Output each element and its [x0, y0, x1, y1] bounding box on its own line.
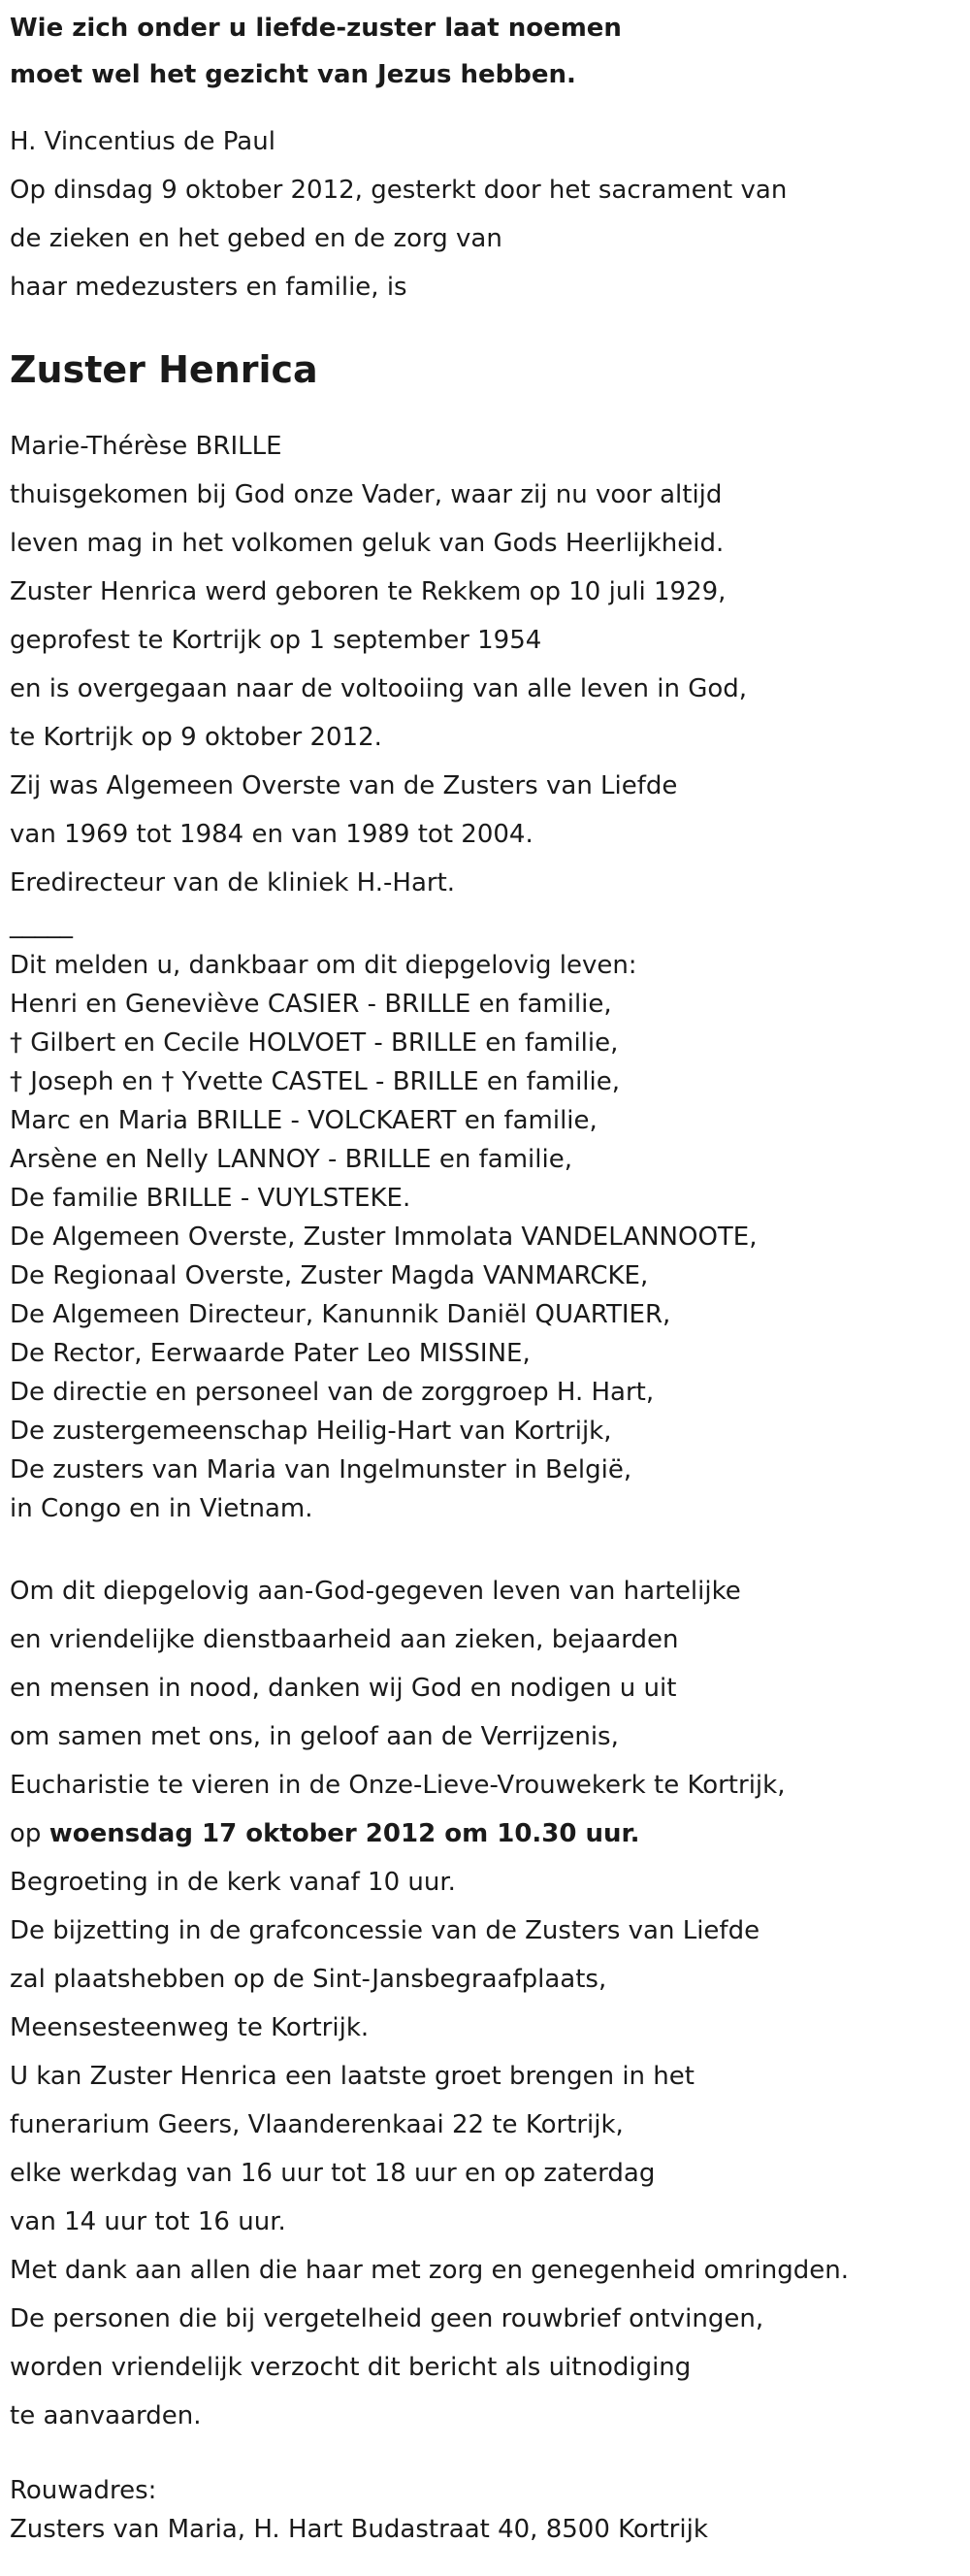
funeral-line: Met dank aan allen die haar met zorg en genegenheid omringden.: [10, 2256, 850, 2285]
family-line: in Congo en in Vietnam.: [10, 1494, 313, 1523]
funeral-line: worden vriendelijk verzocht dit bericht als uitnodiging: [10, 2353, 692, 2382]
family-line: De zusters van Maria van Ingelmunster in België,: [10, 1455, 632, 1484]
funeral-line: Begroeting in de kerk vanaf 10 uur.: [10, 1868, 456, 1897]
family-line: De Algemeen Directeur, Kanunnik Daniël QUARTIER,: [10, 1300, 671, 1329]
funeral-line: De bijzetting in de grafconcessie van de Zusters van Liefde: [10, 1916, 760, 1945]
family-line: Marc en Maria BRILLE - VOLCKAERT en familie,: [10, 1106, 598, 1135]
family-line: De zustergemeenschap Heilig-Hart van Kortrijk,: [10, 1417, 612, 1446]
separator-line: _____: [10, 910, 73, 939]
intro-line: de zieken en het gebed en de zorg van: [10, 224, 502, 253]
funeral-line: elke werkdag van 16 uur tot 18 uur en op zaterdag: [10, 2159, 656, 2188]
family-line: † Gilbert en Cecile HOLVOET - BRILLE en familie,: [10, 1028, 619, 1058]
mourning-address: [10, 2471, 960, 2549]
civil-name: Marie-Thérèse BRILLE: [10, 432, 282, 461]
bio-line: thuisgekomen bij God onze Vader, waar zij nu voor altijd: [10, 480, 723, 509]
intro-line: Op dinsdag 9 oktober 2012, gesterkt door het sacrament van: [10, 176, 788, 205]
funeral-date-prefix: op: [10, 1819, 49, 1848]
family-line: De Regionaal Overste, Zuster Magda VANMARCKE,: [10, 1261, 649, 1290]
funeral-details: [10, 1567, 960, 2440]
deceased-name-heading: Zuster Henrica: [10, 348, 318, 391]
funeral-line: en vriendelijke dienstbaarheid aan zieken, bejaarden: [10, 1625, 679, 1654]
bio-line: leven mag in het volkomen geluk van Gods Heerlijkheid.: [10, 529, 725, 558]
bio-line: van 1969 tot 1984 en van 1989 tot 2004.: [10, 820, 534, 849]
family-line: De familie BRILLE - VUYLSTEKE.: [10, 1184, 411, 1213]
family-line: Arsène en Nelly LANNOY - BRILLE en familie,: [10, 1145, 572, 1174]
funeral-line: zal plaatshebben op de Sint-Jansbegraafplaats,: [10, 1965, 607, 1994]
address-value: Zusters van Maria, H. Hart Budastraat 40, 8500 Kortrijk: [10, 2515, 708, 2544]
intro-paragraph: [10, 117, 960, 311]
family-list: [10, 946, 960, 1528]
quote-line: moet wel het gezicht van Jezus hebben.: [10, 60, 576, 89]
quote-attribution: H. Vincentius de Paul: [10, 127, 275, 156]
funeral-line: te aanvaarden.: [10, 2401, 202, 2430]
family-line: Henri en Geneviève CASIER - BRILLE en familie,: [10, 990, 612, 1019]
address-label: Rouwadres:: [10, 2476, 157, 2505]
separator-rule: [10, 907, 960, 942]
funeral-line: Meensesteenweg te Kortrijk.: [10, 2013, 370, 2042]
family-line: De Rector, Eerwaarde Pater Leo MISSINE,: [10, 1339, 531, 1368]
funeral-line: Om dit diepgelovig aan-God-gegeven leven van hartelijke: [10, 1577, 741, 1606]
funeral-line: De personen die bij vergetelheid geen rouwbrief ontvingen,: [10, 2304, 764, 2333]
bio-line: Zij was Algemeen Overste van de Zusters van Liefde: [10, 771, 678, 800]
opening-quote: [10, 0, 960, 98]
bio-line: te Kortrijk op 9 oktober 2012.: [10, 723, 382, 752]
funeral-line: funerarium Geers, Vlaanderenkaai 22 te Kortrijk,: [10, 2110, 624, 2139]
funeral-date-line: [10, 1810, 960, 1858]
family-intro: Dit melden u, dankbaar om dit diepgelovig leven:: [10, 951, 637, 980]
biography: [10, 422, 960, 907]
funeral-line: U kan Zuster Henrica een laatste groet brengen in het: [10, 2062, 695, 2091]
funeral-line: Eucharistie te vieren in de Onze-Lieve-Vrouwekerk te Kortrijk,: [10, 1771, 786, 1800]
family-line: De directie en personeel van de zorggroep H. Hart,: [10, 1378, 655, 1407]
funeral-line: om samen met ons, in geloof aan de Verrijzenis,: [10, 1722, 619, 1751]
bio-line: Zuster Henrica werd geboren te Rekkem op 10 juli 1929,: [10, 577, 727, 606]
obituary-document: [10, 0, 960, 2549]
bio-line: en is overgegaan naar de voltooiing van alle leven in God,: [10, 674, 748, 703]
intro-line: haar medezusters en familie, is: [10, 273, 407, 302]
quote-line: Wie zich onder u liefde-zuster laat noemen: [10, 14, 622, 43]
family-line: De Algemeen Overste, Zuster Immolata VANDELANNOOTE,: [10, 1223, 758, 1252]
funeral-line: en mensen in nood, danken wij God en nodigen u uit: [10, 1674, 677, 1703]
bio-line: geprofest te Kortrijk op 1 september 1954: [10, 626, 542, 655]
bio-line: Eredirecteur van de kliniek H.-Hart.: [10, 868, 456, 897]
funeral-line: van 14 uur tot 16 uur.: [10, 2207, 286, 2236]
funeral-date-time: woensdag 17 oktober 2012 om 10.30 uur.: [48, 1819, 640, 1848]
family-line: † Joseph en † Yvette CASTEL - BRILLE en familie,: [10, 1067, 621, 1096]
